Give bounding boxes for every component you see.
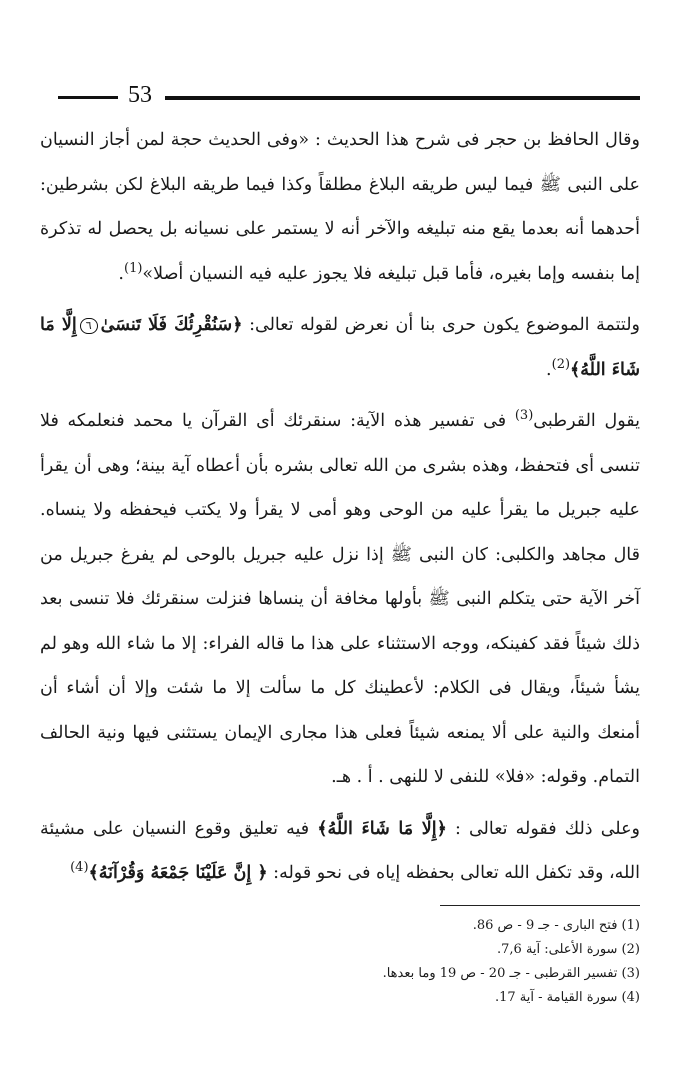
footnote-item: (1) فتح البارى - جـ 9 - ص 86.: [472, 918, 640, 933]
text-run: ولتتمة الموضوع يكون حرى بنا أن نعرض لقوله تعالى:: [242, 315, 640, 335]
page-number: 53: [128, 82, 152, 108]
footnote-item: (2) سورة الأعلى: آية 7,6.: [497, 942, 640, 957]
footnotes: [40, 914, 640, 1010]
text-run: فيه تعليق وقوع النسيان على مشيئة الله، وقد تكفل الله تعالى بحفظه إياه فى نحو قوله:: [40, 818, 640, 883]
quran-verse: ﴿سَنُقْرِئُكَ فَلَا تَنسَىٰ: [100, 315, 243, 335]
text-run: يقول القرطبى: [533, 411, 640, 431]
ayah-number-marker: ٦: [80, 318, 98, 334]
quran-verse: إِلَّا مَا شَاءَ اللَّهُ﴾: [40, 315, 640, 380]
page-header: [40, 80, 640, 112]
header-rule: [165, 96, 640, 100]
text-run: وعلى ذلك فقوله تعالى :: [446, 818, 640, 839]
paragraph: [40, 303, 640, 392]
footnote-item: (4) سورة القيامة - آية 17.: [494, 990, 640, 1005]
quran-verse: ﴿إِلَّا مَا شَاءَ اللَّهُ﴾: [317, 818, 447, 839]
paragraph: [40, 118, 640, 296]
footnote-separator: [440, 905, 640, 906]
text-run: .: [546, 359, 552, 380]
footnote-ref: (1): [123, 260, 143, 276]
main-text: [40, 118, 640, 896]
paragraph: [40, 807, 640, 896]
footnote-item: (3) تفسير القرطبى - جـ 20 - ص 19 وما بعدها.: [382, 966, 640, 981]
text-run: .: [118, 263, 124, 284]
header-rule-short: [58, 96, 118, 99]
text-run: فى تفسير هذه الآية: سنقرئك أى القرآن يا محمد فنعلمكه فلا تنسى أى فتحفظ، وهذه بشرى من الله تعالى بشره بأن أعطاه آية بينة؛ وهى أن يقرأ عليه جبريل ما يقرأ عليه من الوحى وهو أمى لا يقرأ ولا يكتب فيحفظه ولا ينساه. قال مجاهد والكلبى: كان النبى ﷺ إذا نزل عليه جبريل بالوحى لم يفرغ جبريل من آخر الآية حتى يتكلم النبى ﷺ بأولها مخافة أن ينساها فنزلت سنقرئك فلا تنسى بعد ذلك شيئاً فقد كفينكه، ووجه الاستثناء على هذا ما قاله الفراء: إلا ما شاء الله وهو لم يشأ شيئاً، ويقال فى الكلام: لأعطينك كل ما سألت إلا ما شئت وإلا أن أشاء أن أمنعك والنية على ألا يمنعه شيئاً فعلى هذا مجارى الإيمان يستثنى فيها ونية الحالف التمام. وقوله: «فلا» للنفى لا للنهى . أ . هـ.: [40, 411, 640, 787]
quran-verse: ﴿ إِنَّ عَلَيْنَا جَمْعَهُ وَقُرْآنَهُ﴾: [88, 863, 268, 883]
paragraph: [40, 399, 640, 800]
text-run: وقال الحافظ بن حجر فى شرح هذا الحديث : «وفى الحديث حجة لمن أجاز النسيان على النبى ﷺ فيما ليس طريقه البلاغ مطلقاً وكذا فيما طريقه البلاغ لكن بشرطين: أحدهما أنه بعدما يقع منه تبليغه والآخر أنه لا يستمر على نسيانه بل يحصل له تذكرة إما بنفسه وإما بغيره، فأما قبل تبليغه فلا يجوز عليه فيه النسيان أصلا»: [40, 130, 640, 284]
footnote-ref: (3): [514, 408, 534, 424]
footnote-ref: (2): [551, 356, 571, 372]
footnote-ref: (4): [70, 860, 89, 876]
